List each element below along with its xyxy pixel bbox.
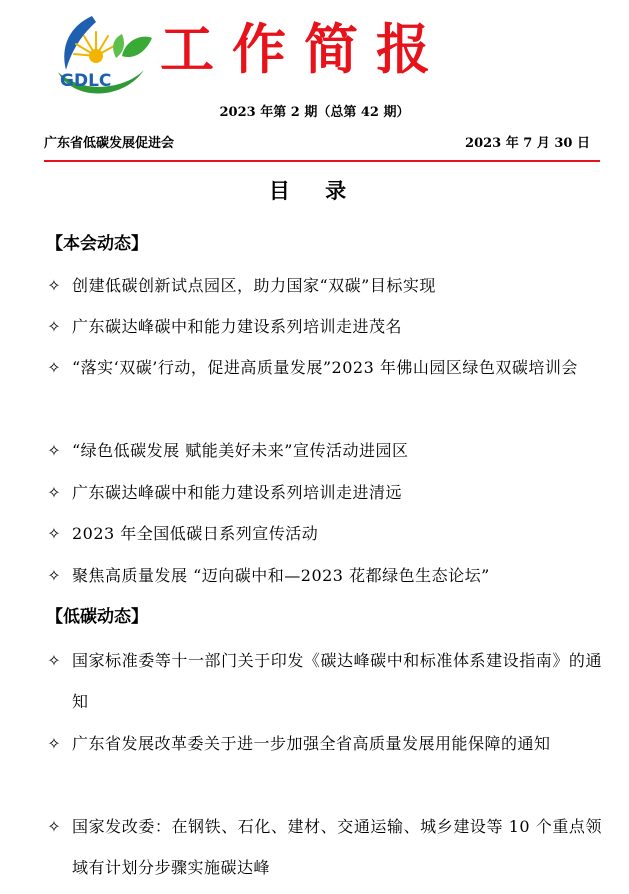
gdlc-logo	[52, 12, 156, 98]
toc-item-text: 广东碳达峰碳中和能力建设系列培训走进茂名	[72, 317, 403, 336]
toc-item-text: “绿色低碳发展 赋能美好未来”宣传活动进园区	[72, 441, 409, 460]
toc-item-text: 2023 年全国低碳日系列宣传活动	[72, 524, 319, 543]
section-heading-association-news: 【本会动态】	[46, 234, 148, 254]
diamond-bullet-icon: ✧	[47, 566, 61, 585]
publication-date: 2023 年 7 月 30 日	[465, 136, 590, 151]
toc-item-text: 聚焦高质量发展 “迈向碳中和—2023 花都绿色生态论坛”	[72, 566, 490, 585]
diamond-bullet-icon: ✧	[47, 276, 61, 295]
toc-item[interactable]	[42, 306, 602, 347]
diamond-bullet-icon: ✧	[47, 817, 61, 836]
toc-item-text: “落实‘双碳’行动，促进高质量发展”2023 年佛山园区绿色双碳培训会	[72, 358, 578, 377]
diamond-bullet-icon: ✧	[47, 651, 61, 670]
logo-text: GDLC	[60, 71, 112, 91]
diamond-bullet-icon: ✧	[47, 317, 61, 336]
section-heading-low-carbon-news: 【低碳动态】	[46, 607, 148, 627]
diamond-bullet-icon: ✧	[47, 358, 61, 377]
diamond-bullet-icon: ✧	[47, 441, 61, 460]
toc-item-text: 广东碳达峰碳中和能力建设系列培训走进清远	[72, 483, 403, 502]
toc-item[interactable]	[42, 513, 602, 554]
organization-name: 广东省低碳发展促进会	[44, 136, 175, 151]
toc-item[interactable]	[42, 347, 602, 388]
diamond-bullet-icon: ✧	[47, 734, 61, 753]
toc-item-text: 国家标准委等十一部门关于印发《碳达峰碳中和标准体系建设指南》的通知	[72, 651, 602, 711]
toc-item[interactable]	[42, 430, 602, 471]
toc-item[interactable]	[42, 472, 602, 513]
toc-item[interactable]	[42, 806, 602, 888]
issue-number: 2023 年第 2 期（总第 42 期）	[219, 105, 410, 120]
diamond-bullet-icon: ✧	[47, 483, 61, 502]
bulletin-title: 工作简报	[160, 17, 448, 81]
toc-item[interactable]	[42, 640, 602, 722]
toc-item[interactable]	[42, 555, 602, 596]
toc-item[interactable]	[42, 265, 602, 306]
header-divider	[44, 160, 600, 162]
toc-item-text: 广东省发展改革委关于进一步加强全省高质量发展用能保障的通知	[72, 734, 551, 753]
toc-item-text: 创建低碳创新试点园区，助力国家“双碳”目标实现	[72, 276, 436, 295]
toc-title: 目 录	[268, 178, 361, 203]
toc-item-text: 国家发改委：在钢铁、石化、建材、交通运输、城乡建设等 10 个重点领域有计划分步骤实施碳达峰	[72, 817, 602, 877]
toc-item[interactable]	[42, 723, 602, 764]
diamond-bullet-icon: ✧	[47, 524, 61, 543]
